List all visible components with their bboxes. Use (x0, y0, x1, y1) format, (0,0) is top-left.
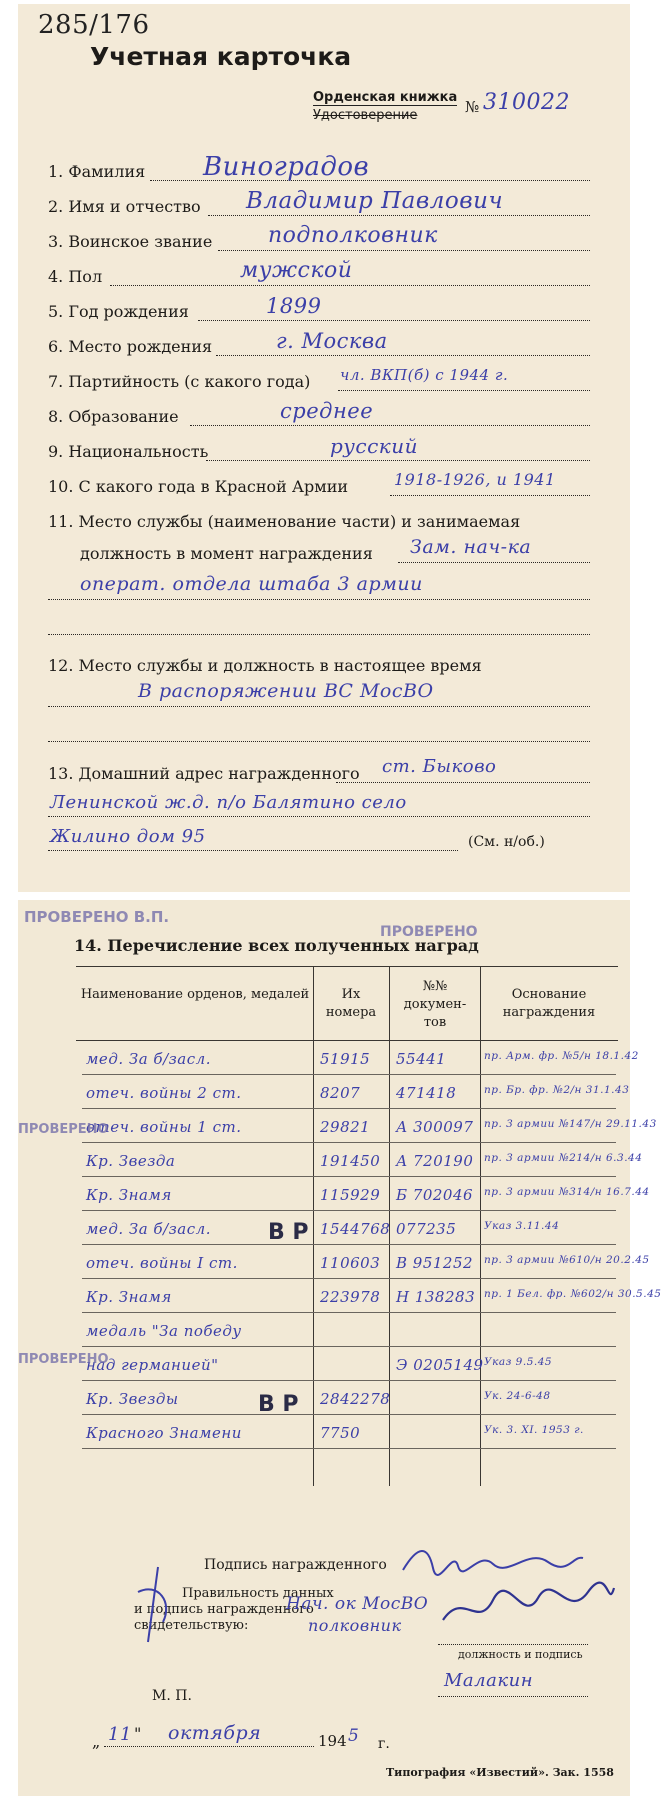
field-label: 11. Место службы (наименование части) и занимаемая (48, 512, 521, 531)
row-rule (82, 1278, 616, 1279)
field-label: 12. Место службы и должность в настоящее время (48, 656, 482, 675)
field-label: 5. Год рождения (48, 302, 189, 321)
column-header-award: Наименование орденов, медалей (80, 987, 310, 1002)
registration-card-front (18, 4, 630, 892)
column-header-docs: №№ докумен- тов (403, 979, 467, 1030)
field-label: 6. Место рождения (48, 337, 213, 356)
field-value: мужской (240, 258, 353, 283)
verified-stamp: ПРОВЕРЕНО В.П. (24, 908, 170, 926)
table-cell-basis: пр. 3 армии №610/н 20.2.45 (484, 1254, 650, 1266)
table-cell-basis: пр. Арм. фр. №5/н 18.1.42 (484, 1050, 639, 1062)
table-cell-basis: Ук. 24-6-48 (484, 1390, 551, 1402)
position-label: должность и подпись (458, 1648, 583, 1661)
table-cell-award: отеч. войны 1 ст. (86, 1118, 242, 1136)
order-book-number: 310022 (483, 90, 570, 115)
table-cell-number: 115929 (320, 1186, 381, 1204)
field-label: 13. Домашний адрес награжденного (48, 764, 360, 783)
table-cell-number: 51915 (320, 1050, 371, 1068)
table-cell-number: 191450 (320, 1152, 381, 1170)
table-cell-award: отеч. войны 2 ст. (86, 1084, 242, 1102)
table-cell-number: 1544768 (320, 1220, 391, 1238)
certificate-label: Удостоверение (313, 108, 418, 123)
verified-stamp: ПРОВЕРЕНО (380, 924, 478, 940)
table-cell-basis: пр. 3 армии №314/н 16.7.44 (484, 1186, 650, 1198)
row-rule (82, 1414, 616, 1415)
row-rule (82, 1074, 616, 1075)
verifier-position: Нач. ок МосВО (286, 1594, 429, 1614)
field-value: Жилино дом 95 (50, 826, 206, 847)
date-quote: " (134, 1724, 142, 1743)
table-cell-award: Кр. Знамя (86, 1186, 172, 1204)
table-cell-award: мед. За б/засл. (86, 1050, 211, 1068)
table-cell-doc: Э 0205149 (396, 1356, 484, 1374)
table-cell-number: 110603 (320, 1254, 381, 1272)
date-month: октября (168, 1722, 262, 1744)
table-cell-award: Кр. Звезды (86, 1390, 179, 1408)
field-value: 1899 (266, 294, 322, 318)
table-cell-doc: А 300097 (396, 1118, 474, 1136)
table-cell-doc: Б 702046 (396, 1186, 474, 1204)
number-label: № (465, 98, 480, 116)
field-label: 1. Фамилия (48, 162, 146, 181)
order-book-label: Орденская книжка (313, 90, 458, 105)
field-value: операт. отдела штаба 3 армии (80, 573, 423, 595)
table-cell-doc: А 720190 (396, 1152, 474, 1170)
row-rule (82, 1142, 616, 1143)
field-value: чл. ВКП(б) с 1944 г. (340, 366, 509, 384)
table-cell-award: над германией" (86, 1356, 219, 1374)
card-title: Учетная карточка (90, 42, 352, 71)
field-label: 3. Воинское звание (48, 232, 213, 251)
field-value: ст. Быково (382, 756, 497, 777)
field-value: В распоряжении ВС МосВО (138, 680, 434, 702)
table-cell-number: 7750 (320, 1424, 361, 1442)
table-cell-award: отеч. войны I ст. (86, 1254, 238, 1272)
field-label: 8. Образование (48, 407, 179, 426)
row-rule (82, 1176, 616, 1177)
table-cell-number: 8207 (320, 1084, 361, 1102)
field-value: Владимир Павлович (246, 188, 504, 214)
field-value: г. Москва (276, 329, 388, 353)
row-rule (82, 1346, 616, 1347)
row-rule (82, 1380, 616, 1381)
table-cell-doc: В 951252 (396, 1254, 474, 1272)
field-value: русский (330, 434, 419, 458)
field-label: 7. Партийность (с какого года) (48, 372, 311, 391)
table-cell-number: 29821 (320, 1118, 371, 1136)
date-year-prefix: 194 (318, 1732, 347, 1750)
row-rule (82, 1448, 616, 1449)
table-cell-award: медаль "За победу (86, 1322, 242, 1340)
table-cell-basis: пр. 3 армии №214/н 6.3.44 (484, 1152, 643, 1164)
table-cell-number: 2842278 (320, 1390, 391, 1408)
table-cell-basis: Указ 3.11.44 (484, 1220, 560, 1232)
table-cell-award: Кр. Звезда (86, 1152, 176, 1170)
table-cell-award: мед. За б/засл. (86, 1220, 211, 1238)
see-reverse-note: (См. н/об.) (468, 834, 545, 850)
table-cell-basis: пр. 1 Бел. фр. №602/н 30.5.45 (484, 1288, 661, 1300)
field-label: должность в момент награждения (80, 544, 373, 563)
registration-card-back (18, 900, 661, 1796)
table-cell-basis: Указ 9.5.45 (484, 1356, 553, 1368)
field-value: 1918-1926, и 1941 (394, 470, 556, 489)
table-cell-doc: 471418 (396, 1084, 457, 1102)
column-header-basis: Основание награждения (502, 987, 596, 1020)
date-day: 11 (108, 1724, 132, 1745)
field-value: Зам. нач-ка (410, 536, 532, 558)
file-number: 285/176 (38, 10, 150, 40)
field-value: Виноградов (203, 152, 370, 182)
field-label: 9. Национальность (48, 442, 209, 461)
date-suffix: г. (378, 1736, 390, 1752)
section-title: 14. Перечисление всех полученных наград (74, 936, 479, 955)
seal-place-label: М. П. (152, 1688, 192, 1704)
field-value: подполковник (268, 223, 438, 248)
field-label: 2. Имя и отчество (48, 197, 201, 216)
table-cell-award: Кр. Знамя (86, 1288, 172, 1306)
table-cell-doc: 55441 (396, 1050, 447, 1068)
bp-mark: В Р (258, 1392, 299, 1417)
bp-mark: В Р (268, 1220, 309, 1245)
side-stamp: ПРОВЕРЕНО (18, 1122, 109, 1137)
table-cell-basis: пр. 3 армии №147/н 29.11.43 (484, 1118, 657, 1130)
table-cell-basis: пр. Бр. фр. №2/н 31.1.43 (484, 1084, 630, 1096)
verifier-rank: полковник (308, 1616, 402, 1635)
date-quote: „ (92, 1732, 101, 1751)
date-year-digit: 5 (348, 1726, 360, 1746)
verify-label: Правильность данных (182, 1586, 334, 1601)
verify-label: и подпись награжденного (134, 1602, 314, 1617)
row-rule (82, 1210, 616, 1211)
table-cell-doc: Н 138283 (396, 1288, 476, 1306)
field-label: 4. Пол (48, 267, 103, 286)
field-label: 10. С какого года в Красной Армии (48, 477, 349, 496)
handwritten-mark (128, 1562, 188, 1652)
field-value: среднее (280, 399, 374, 423)
recipient-signature (398, 1540, 588, 1580)
column-header-numbers: Их номера (325, 987, 377, 1020)
field-value: Ленинской ж.д. п/о Балятино село (50, 792, 407, 813)
signature-label: Подпись награжденного (204, 1557, 387, 1573)
verifier-signature (438, 1580, 618, 1640)
row-rule (82, 1312, 616, 1313)
verify-label: свидетельствую: (134, 1618, 249, 1633)
table-cell-number: 223978 (320, 1288, 381, 1306)
row-rule (82, 1108, 616, 1109)
row-rule (82, 1244, 616, 1245)
signer-name: Малакин (444, 1670, 534, 1691)
side-stamp: ПРОВЕРЕНО (18, 1352, 109, 1367)
table-cell-award: Красного Знамени (86, 1424, 242, 1442)
table-cell-basis: Ук. 3. XI. 1953 г. (484, 1424, 584, 1436)
table-cell-doc: 077235 (396, 1220, 457, 1238)
printer-imprint: Типография «Известий». Зак. 1558 (386, 1766, 614, 1779)
